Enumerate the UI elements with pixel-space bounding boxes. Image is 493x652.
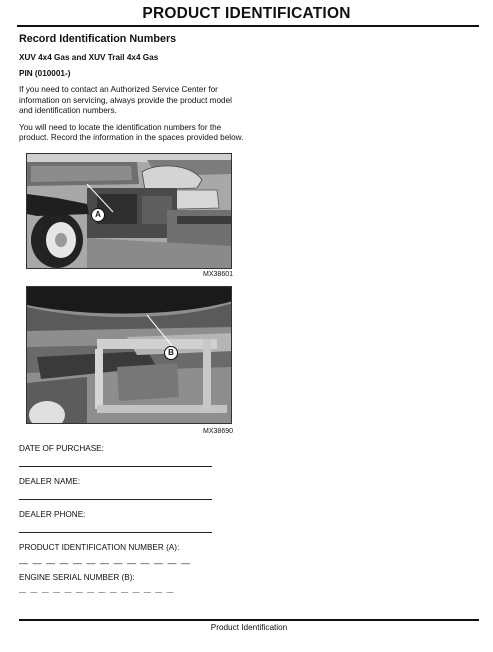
page-header bbox=[0, 0, 493, 30]
callout-b-label: B bbox=[168, 348, 174, 357]
callout-a-label: A bbox=[95, 210, 101, 219]
intro-paragraph-1: If you need to contact an Authorized Service Center for information on servicing, always provide the product model and identification numbers. bbox=[19, 85, 232, 116]
engine-serial-label: ENGINE SERIAL NUMBER (B): bbox=[19, 573, 135, 582]
figure-b-photo bbox=[26, 286, 232, 424]
dealer-name-line[interactable] bbox=[19, 499, 212, 500]
date-of-purchase-label: DATE OF PURCHASE: bbox=[19, 444, 104, 453]
callout-a bbox=[91, 208, 105, 222]
date-of-purchase-line[interactable] bbox=[19, 466, 212, 467]
pin-blanks[interactable]: — — — — — — — — — — — — — bbox=[19, 558, 192, 568]
figure-b-illustration bbox=[27, 287, 232, 424]
callout-b bbox=[164, 346, 178, 360]
model-subtitle: XUV 4x4 Gas and XUV Trail 4x4 Gas bbox=[19, 53, 159, 62]
dealer-phone-label: DEALER PHONE: bbox=[19, 510, 86, 519]
figure-a-illustration bbox=[27, 154, 232, 269]
figure-a-photo bbox=[26, 153, 232, 269]
dealer-name-label: DEALER NAME: bbox=[19, 477, 80, 486]
pin-label: PRODUCT IDENTIFICATION NUMBER (A): bbox=[19, 543, 180, 552]
dealer-phone-line[interactable] bbox=[19, 532, 212, 533]
figure-a-id: MX38601 bbox=[203, 271, 233, 278]
engine-serial-blanks[interactable]: — — — — — — — — — — — — — — bbox=[19, 589, 175, 596]
pin-range: PIN (010001-) bbox=[19, 69, 71, 78]
footer-rule bbox=[19, 619, 479, 621]
header-rule bbox=[17, 25, 479, 27]
figure-b-id: MX38690 bbox=[203, 428, 233, 435]
section-title: Record Identification Numbers bbox=[19, 33, 177, 45]
intro-paragraph-2: You will need to locate the identification numbers for the product. Record the information in the spaces provided below. bbox=[19, 122, 244, 143]
footer-text: Product Identification bbox=[210, 623, 288, 632]
record-form bbox=[19, 443, 249, 598]
page-title: PRODUCT IDENTIFICATION bbox=[142, 5, 351, 22]
intro-section bbox=[19, 32, 244, 144]
